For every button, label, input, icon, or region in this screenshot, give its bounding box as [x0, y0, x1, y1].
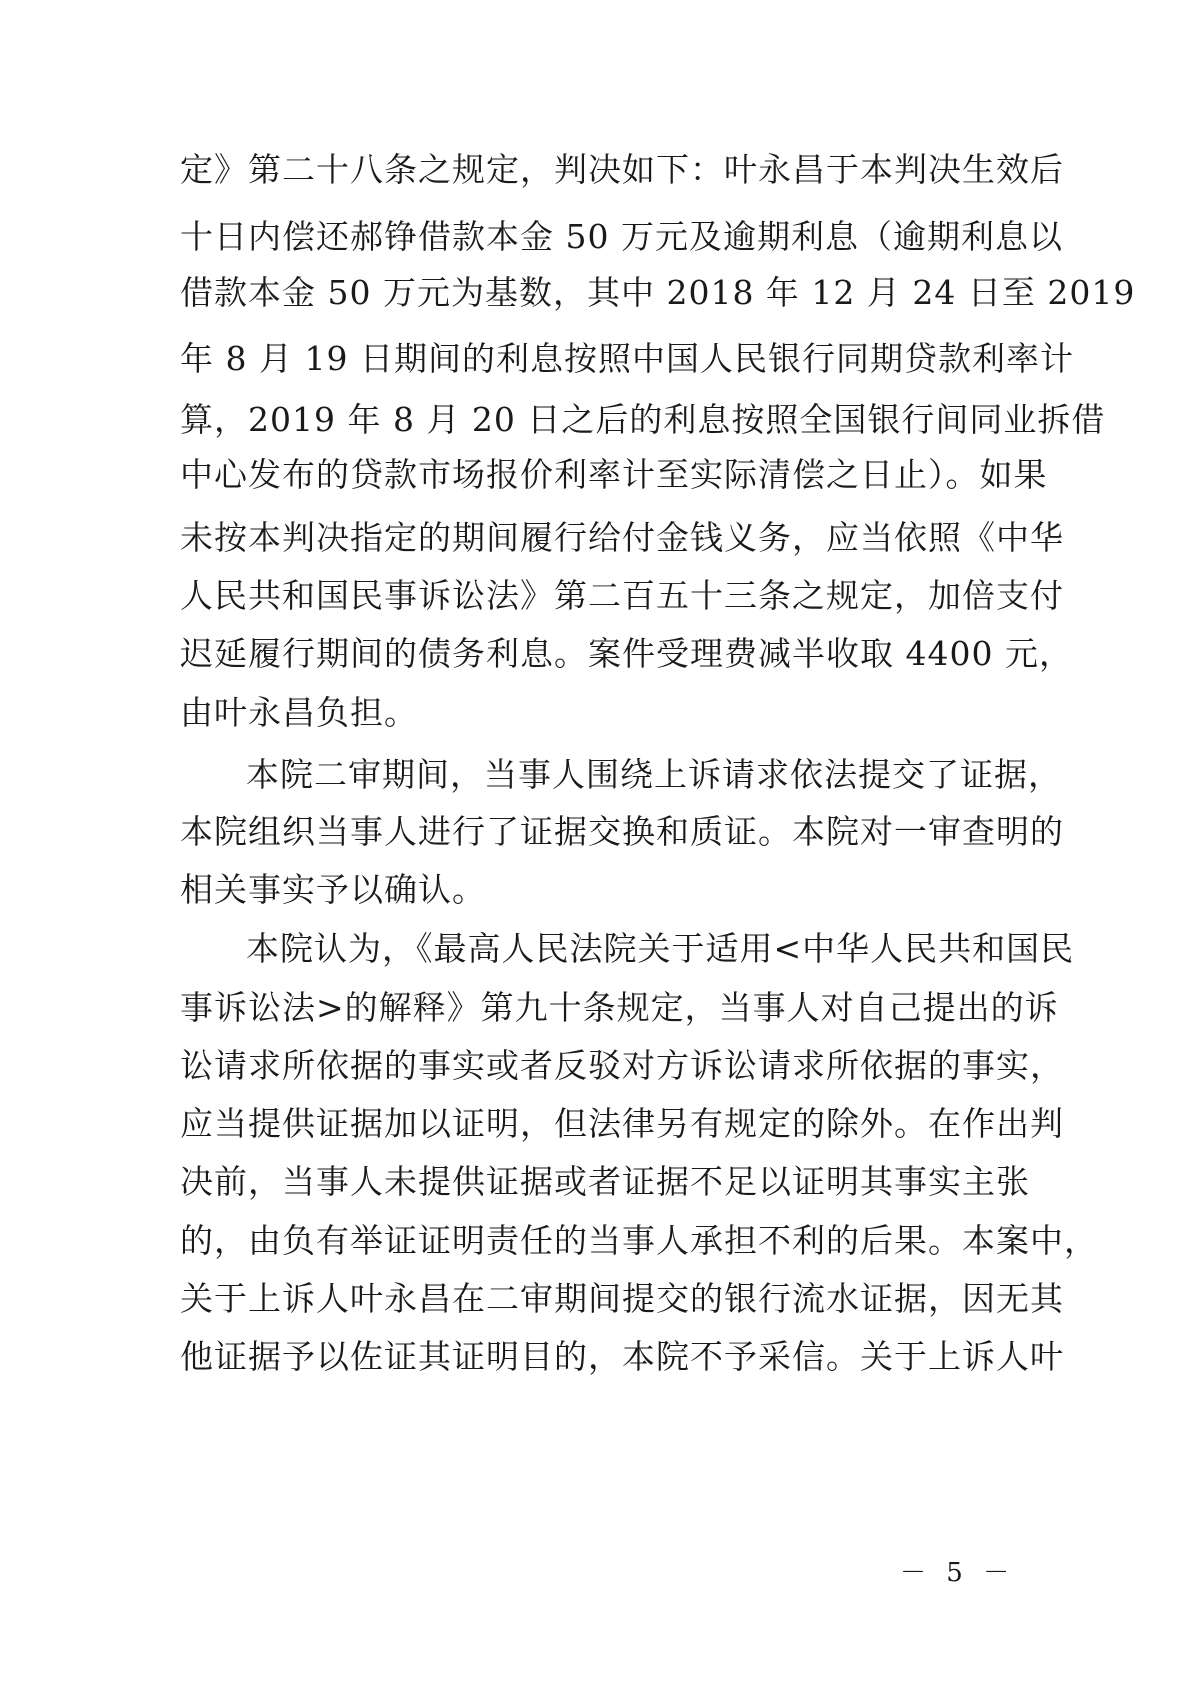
- text-line: 本院认为，《最高人民法院关于适用<中华人民共和国民: [246, 929, 1075, 968]
- text-line: 未按本判决指定的期间履行给付金钱义务，应当依照《中华: [180, 518, 1064, 557]
- page-number: － 5 －: [900, 1558, 1016, 1588]
- text-line: 相关事实予以确认。: [180, 870, 486, 909]
- text-line: 的，由负有举证证明责任的当事人承担不利的后果。本案中，: [180, 1221, 1098, 1260]
- text-line: 中心发布的贷款市场报价利率计至实际清偿之日止）。如果: [180, 455, 1048, 494]
- text-line: 应当提供证据加以证明，但法律另有规定的除外。在作出判: [180, 1104, 1064, 1143]
- text-line: 本院组织当事人进行了证据交换和质证。本院对一审查明的: [180, 812, 1064, 851]
- text-line: 他证据予以佐证其证明目的，本院不予采信。关于上诉人叶: [180, 1337, 1064, 1376]
- text-line: 决前，当事人未提供证据或者证据不足以证明其事实主张: [180, 1162, 1030, 1201]
- text-line: 定》第二十八条之规定，判决如下：叶永昌于本判决生效后: [180, 150, 1064, 189]
- text-line: 本院二审期间，当事人围绕上诉请求依法提交了证据，: [246, 755, 1062, 794]
- text-line: 年 8 月 19 日期间的利息按照中国人民银行同期贷款利率计: [180, 339, 1074, 378]
- text-line: 迟延履行期间的债务利息。案件受理费减半收取 4400 元，: [180, 634, 1073, 673]
- text-line: 关于上诉人叶永昌在二审期间提交的银行流水证据，因无其: [180, 1279, 1064, 1318]
- text-line: 算，2019 年 8 月 20 日之后的利息按照全国银行间同业拆借: [180, 400, 1106, 439]
- text-line: 十日内偿还郝铮借款本金 50 万元及逾期利息（逾期利息以: [180, 217, 1063, 256]
- text-line: 讼请求所依据的事实或者反驳对方诉讼请求所依据的事实，: [180, 1046, 1064, 1085]
- text-line: 事诉讼法>的解释》第九十条规定，当事人对自己提出的诉: [180, 988, 1059, 1027]
- text-line: 借款本金 50 万元为基数，其中 2018 年 12 月 24 日至 2019: [180, 273, 1136, 312]
- text-line: 人民共和国民事诉讼法》第二百五十三条之规定，加倍支付: [180, 576, 1064, 615]
- text-line: 由叶永昌负担。: [180, 693, 418, 732]
